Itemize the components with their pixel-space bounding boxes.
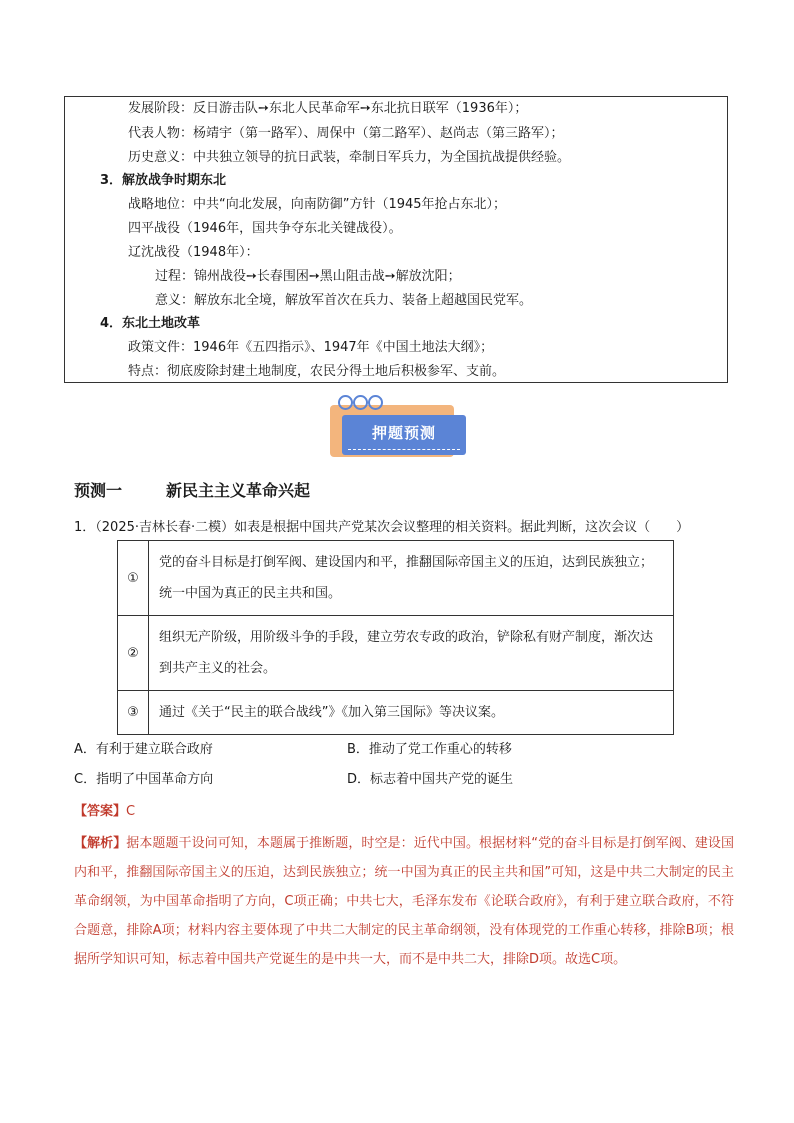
analysis-label: 【解析】	[74, 836, 127, 851]
row-number: ①	[118, 541, 149, 616]
row-number: ③	[118, 691, 149, 735]
summary-box	[64, 96, 728, 383]
summary-line: 发展阶段：反日游击队➙东北人民革命军➙东北抗日联军（1936年）；	[128, 101, 528, 116]
summary-line: 政策文件：1946年《五四指示》、1947年《中国土地法大纲》；	[128, 340, 494, 355]
summary-line: 历史意义：中共独立领导的抗日武装，牵制日军兵力，为全国抗战提供经验。	[128, 150, 571, 165]
summary-line: 特点：彻底废除封建土地制度，农民分得土地后积极参军、支前。	[128, 364, 506, 379]
analysis-text: 据本题题干设问可知，本题属于推断题，时空是：近代中国。根据材料“党的奋斗目标是打倒军阀、建设国内和平，推翻国际帝国主义的压迫，达到民族独立；统一中国为真正的民主共和国”可知，这是中共二大制定的民主革命纲领，为中国革命指明了方向，C项正确；中共七大，毛泽东发布《论联合政府》，有利于建立联合政府，不符合题意，排除A项；材料内容主要体现了中共二大制定的民主革命纲领，没有体现党的工作重心转移，排除B项；根据所学知识可知，标志着中国共产党诞生的是中共一大，而不是中共二大，排除D项。故选C项。	[74, 836, 734, 967]
answer-label: 【答案】	[74, 804, 127, 819]
summary-line: 意义：解放东北全境，解放军首次在兵力、装备上超越国民党军。	[155, 293, 533, 308]
summary-line: 四平战役（1946年，国共争夺东北关键战役）。	[128, 221, 402, 236]
row-text: 通过《关于“民主的联合战线”》《加入第三国际》等决议案。	[149, 691, 674, 735]
summary-line: 代表人物：杨靖宇（第一路军）、周保中（第二路军）、赵尚志（第三路军）；	[128, 126, 564, 141]
row-text: 组织无产阶级，用阶级斗争的手段，建立劳农专政的政治，铲除私有财产制度，渐次达到共产主义的社会。	[149, 616, 674, 691]
summary-heading: 4．东北土地改革	[100, 316, 201, 331]
option-a: A．有利于建立联合政府	[74, 742, 213, 757]
summary-line: 过程：锦州战役➙长春围困➙黑山阻击战➙解放沈阳；	[155, 269, 461, 284]
section-heading: 新民主主义革命兴起	[166, 481, 311, 500]
table-row	[118, 541, 674, 616]
question-stem: 1．（2025·吉林长春·二模）如表是根据中国共产党某次会议整理的相关资料。据此判断，这次会议（ ）	[74, 520, 690, 535]
summary-line: 战略地位：中共“向北发展，向南防御”方针（1945年抢占东北）；	[128, 197, 507, 212]
answer	[74, 800, 135, 819]
binder-ring-icon	[353, 395, 368, 410]
table-row	[118, 691, 674, 735]
section-number: 预测一	[74, 481, 123, 500]
option-c: C．指明了中国革命方向	[74, 772, 214, 787]
analysis	[74, 829, 734, 974]
summary-heading: 3．解放战争时期东北	[100, 173, 227, 188]
summary-line: 辽沈战役（1948年）：	[128, 245, 259, 260]
row-text: 党的奋斗目标是打倒军阀、建设国内和平，推翻国际帝国主义的压迫，达到民族独立；统一中国为真正的民主共和国。	[149, 541, 674, 616]
option-b: B．推动了党工作重心的转移	[347, 742, 512, 757]
binder-ring-icon	[338, 395, 353, 410]
row-number: ②	[118, 616, 149, 691]
banner-label: 押题预测	[342, 415, 466, 455]
section-banner	[320, 395, 470, 461]
table-row	[118, 616, 674, 691]
answer-value: C	[126, 804, 136, 819]
option-d: D．标志着中国共产党的诞生	[347, 772, 514, 787]
material-table	[117, 540, 674, 735]
binder-ring-icon	[368, 395, 383, 410]
